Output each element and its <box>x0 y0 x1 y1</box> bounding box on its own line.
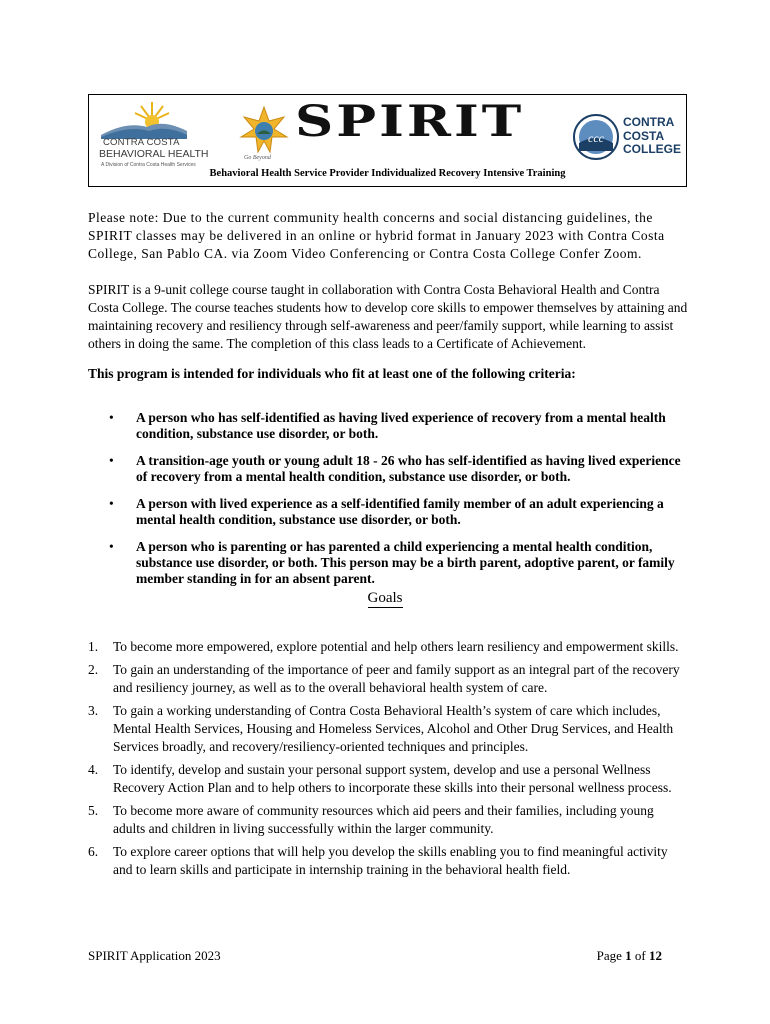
criteria-text: A person who has self-identified as having lived experience of recovery from a mental health condition, substance use disorder, or both. <box>136 410 666 441</box>
bullet-icon: • <box>109 539 114 554</box>
bullet-icon: • <box>109 453 114 468</box>
goal-item <box>88 843 681 879</box>
goals-heading <box>0 590 770 607</box>
bullet-icon: • <box>109 410 114 425</box>
goal-text: To explore career options that will help you develop the skills enabling you to find meaningful activity and to learn skills and participate in internship training in the behavioral health field. <box>113 844 668 877</box>
goal-number: 5. <box>88 803 99 818</box>
criteria-item <box>88 410 688 442</box>
ccc-logo-text <box>623 116 681 157</box>
ccc-line1: CONTRA <box>623 115 675 129</box>
criteria-item <box>88 539 688 587</box>
page-of: of <box>634 948 646 963</box>
criteria-text: A transition-age youth or young adult 18 - 26 who has self-identified as having lived experience of recovery from a mental health condition, substance use disorder, or both. <box>136 453 681 484</box>
criteria-text: A person with lived experience as a self-identified family member of an adult experiencing a mental health condition, substance use disorder, or both. <box>136 496 664 527</box>
program-full-name: Behavioral Health Service Provider Individualized Recovery Intensive Training <box>209 168 566 179</box>
contra-costa-behavioral-health-logo <box>97 99 209 175</box>
star-icon <box>237 105 291 155</box>
program-intro: SPIRIT is a 9-unit college course taught in collaboration with Contra Costa Behavioral Health and Contra Costa College. The course teaches students how to develop core skills to empower themselves by attaining and maintaining recovery and resiliency through self-awareness and peer/family support, while learning to assist others in doing the same. The completion of this class leads to a Certificate of Achievement. <box>88 282 688 351</box>
criteria-item <box>88 496 688 528</box>
page-total: 12 <box>649 948 662 963</box>
criteria-heading: This program is intended for individuals who fit at least one of the following criteria: <box>88 366 576 381</box>
criteria-text: A person who is parenting or has parented a child experiencing a mental health condition, substance use disorder, or both. This person may be a birth parent, adoptive parent, or family member standing in for an absent parent. <box>136 539 675 586</box>
goal-text: To gain a working understanding of Contra Costa Behavioral Health’s system of care which includes, Mental Health Services, Housing and Homeless Services, Alcohol and Other Drug Services, and Health Services broadly, and recovery/resiliency-oriented techniques and principles. <box>113 703 674 754</box>
goal-text: To become more empowered, explore potential and help others learn resiliency and empowerment skills. <box>113 639 679 654</box>
goal-item <box>88 638 681 656</box>
page-current: 1 <box>625 948 632 963</box>
criteria-item <box>88 453 688 485</box>
goal-text: To gain an understanding of the importance of peer and family support as an integral part of the recovery and resiliency journey, as well as to the overall behavioral health system of care. <box>113 662 680 695</box>
sun-mountain-icon <box>97 99 191 139</box>
goal-item <box>88 761 681 797</box>
goals-heading-text: Goals <box>367 590 403 606</box>
goals-list <box>88 638 681 884</box>
goal-text: To become more aware of community resources which aid peers and their families, including young adults and children in living successfully within the larger community. <box>113 803 654 836</box>
covid-note: Please note: Due to the current community health concerns and social distancing guidelines, the SPIRIT classes may be delivered in an online or hybrid format in January 2023 with Contra Costa College, San Pablo CA. via Zoom Video Conferencing or Contra Costa College Confer Zoom. <box>88 210 665 261</box>
footer-document-name: SPIRIT Application 2023 <box>88 948 221 963</box>
goal-number: 1. <box>88 639 99 654</box>
ccc-seal-mark: ccc <box>588 131 604 145</box>
bullet-icon: • <box>109 496 114 511</box>
spirit-icon-caption: Go Beyond <box>244 155 271 161</box>
ccc-seal-icon <box>572 111 622 163</box>
goal-number: 6. <box>88 844 99 859</box>
spirit-title: SPIRIT <box>295 95 525 147</box>
goal-number: 2. <box>88 662 99 677</box>
page-label: Page <box>596 948 622 963</box>
ccbh-logo-line1: CONTRA COSTA <box>103 137 180 148</box>
ccc-line3: COLLEGE <box>623 142 682 156</box>
goal-item <box>88 702 681 756</box>
criteria-list <box>88 410 688 598</box>
ccbh-logo-line3: A Division of Contra Costa Health Services <box>101 162 196 168</box>
goal-item <box>88 661 681 697</box>
goal-item <box>88 802 681 838</box>
footer-page-number <box>597 948 662 964</box>
ccc-line2: COSTA <box>623 128 665 143</box>
header-banner <box>88 94 687 187</box>
goal-number: 3. <box>88 703 99 718</box>
ccbh-logo-line2: BEHAVIORAL HEALTH <box>99 148 209 160</box>
goal-number: 4. <box>88 762 99 777</box>
contra-costa-college-logo <box>572 111 682 167</box>
spirit-star-logo <box>237 105 291 163</box>
goal-text: To identify, develop and sustain your personal support system, develop and use a personal Wellness Recovery Action Plan and to help others to incorporate these skills into their personal wellness process. <box>113 762 672 795</box>
